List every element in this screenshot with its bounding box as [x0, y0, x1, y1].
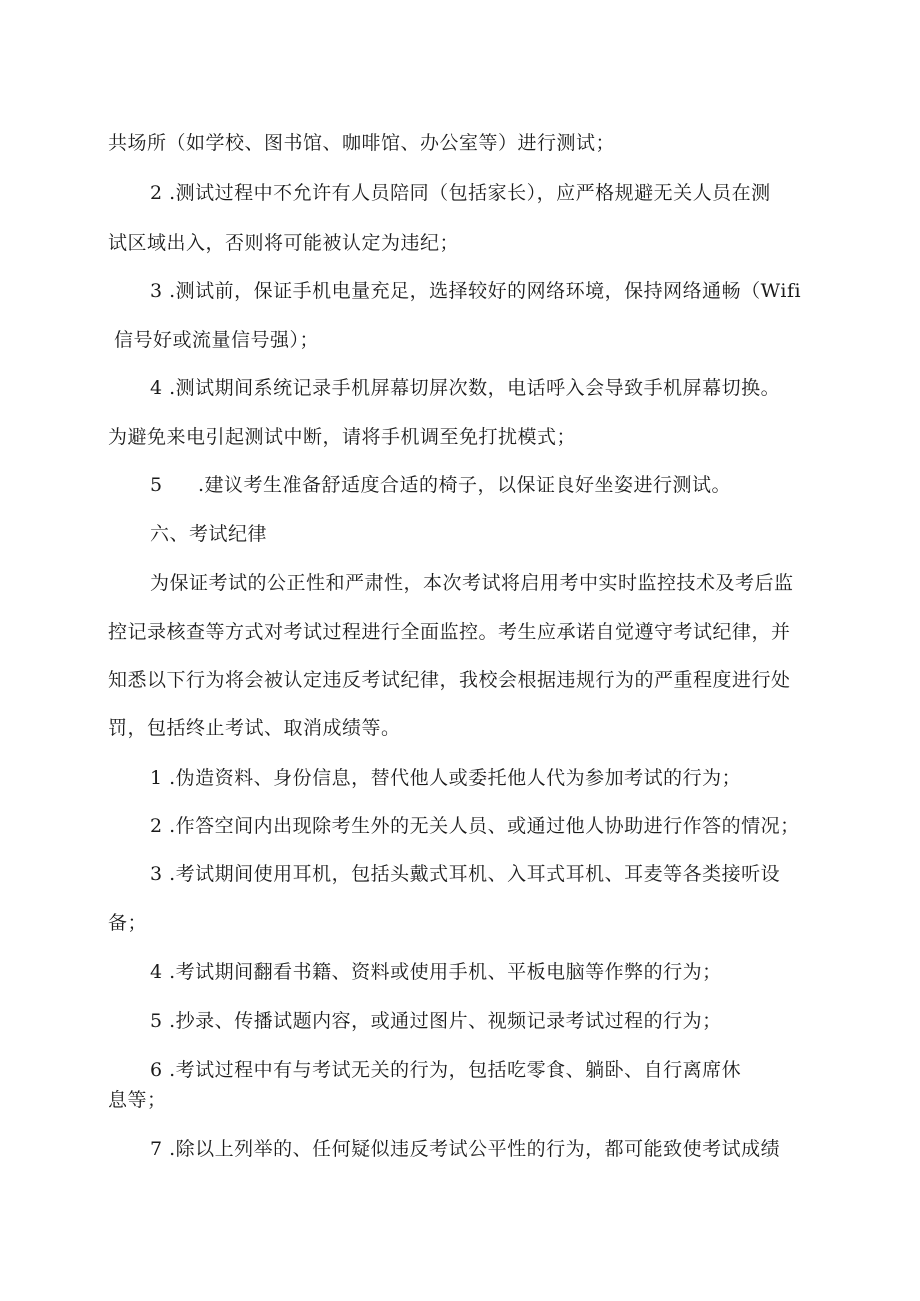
text-line: 备； [108, 912, 148, 934]
text-line: 3 .考试期间使用耳机，包括头戴式耳机、入耳式耳机、耳麦等各类接听设 [150, 863, 781, 885]
text-line: 7 .除以上列举的、任何疑似违反考试公平性的行为，都可能致使考试成绩 [150, 1138, 781, 1160]
text-line: 控记录核查等方式对考试过程进行全面监控。考生应承诺自觉遵守考试纪律，并 [108, 621, 791, 643]
text-line: 共场所（如学校、图书馆、咖啡馆、办公室等）进行测试； [108, 132, 616, 154]
text-line: 罚，包括终止考试、取消成绩等。 [108, 717, 401, 739]
text-line: .建议考生准备舒适度合适的椅子，以保证良好坐姿进行测试。 [198, 474, 732, 496]
text-line: 3 .测试前，保证手机电量充足，选择较好的网络环境，保持网络通畅（Wifi [150, 280, 802, 302]
text-line: 1 .伪造资料、身份信息，替代他人或委托他人代为参加考试的行为； [150, 767, 742, 789]
text-line: 息等； [108, 1089, 167, 1111]
text-line: 试区域出入，否则将可能被认定为违纪； [108, 232, 460, 254]
list-number: 5 [150, 474, 163, 496]
text-line: 4 .考试期间翻看书籍、资料或使用手机、平板电脑等作弊的行为； [150, 961, 722, 983]
text-line: 5 .抄录、传播试题内容，或通过图片、视频记录考试过程的行为； [150, 1010, 722, 1032]
text-line: 为避免来电引起测试中断，请将手机调至免打扰模式； [108, 426, 577, 448]
text-line: 6 .考试过程中有与考试无关的行为，包括吃零食、躺卧、自行离席休 [150, 1059, 742, 1081]
text-line: 信号好或流量信号强）； [114, 329, 320, 351]
text-line: 知悉以下行为将会被认定违反考试纪律，我校会根据违规行为的严重程度进行处 [108, 669, 791, 691]
text-line: 2 .作答空间内出现除考生外的无关人员、或通过他人协助进行作答的情况； [150, 815, 800, 837]
text-line: 为保证考试的公正性和严肃性，本次考试将启用考中实时监控技术及考后监 [150, 572, 794, 594]
text-line: 2 .测试过程中不允许有人员陪同（包括家长），应严格规避无关人员在测 [150, 182, 771, 204]
text-line: 4 .测试期间系统记录手机屏幕切屏次数，电话呼入会导致手机屏幕切换。 [150, 377, 781, 399]
section-heading: 六、考试纪律 [150, 523, 268, 545]
